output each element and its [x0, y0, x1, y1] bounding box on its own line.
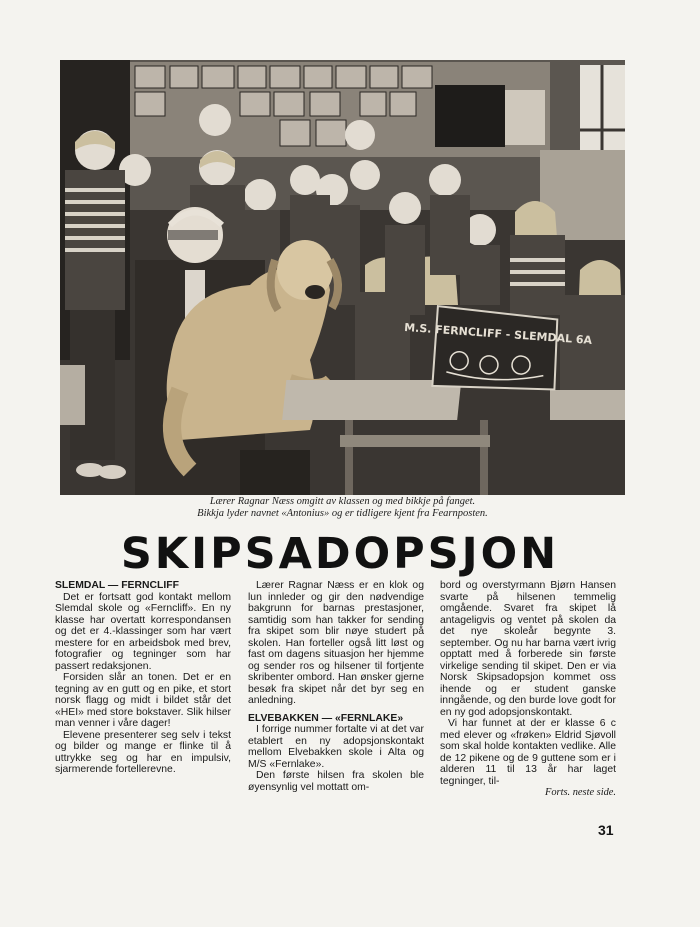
article-paragraph: I forrige nummer fortalte vi at det var etablert en ny adopsjonskontakt mellom Elvebakken skole i Alta og M/S «Fernlake».	[248, 724, 424, 770]
class-photo	[60, 60, 625, 495]
pennant-label: M.S. FERNCLIFF - SLEMDAL 6A	[403, 320, 593, 347]
article-paragraph: Den første hilsen fra skolen ble øyensynlig vel mottatt om-	[248, 770, 424, 793]
article-column-1	[55, 580, 231, 776]
article-paragraph: Vi har funnet at der er klasse 6 c med elever og «frøken» Eldrid Sjøvoll som skal holde kontakten vedlike. Alle de 12 pikene og de 9 guttene som er i alderen 11 til 13 år har laget tegninger, til-	[440, 718, 616, 787]
page-number: 31	[598, 822, 614, 838]
section-heading-elvebakken: ELVEBAKKEN — «FERNLAKE»	[248, 712, 404, 724]
article-paragraph: Det er fortsatt god kontakt mellom Slemdal skole og «Ferncliff». En ny klasse har overtatt korrespondansen og det er 4.-klassinger som har vært mestere for en arbeidsbok med brev, fotografier og tegninger som har passert redaksjonen.	[55, 591, 231, 672]
continued-note: Forts. neste side.	[545, 787, 616, 798]
section-heading-slemdal: SLEMDAL — FERNCLIFF	[55, 580, 179, 591]
photo-caption	[60, 496, 625, 520]
article-paragraph: Lærer Ragnar Næss er en klok og lun innleder og gir den nødvendige bakgrunn for barnas prestasjoner, samtidig som han takker for sending fra skipet som blir nøye studert på skolen. Han forteller også litt løst og fast om dagens situasjon her hjemme og sender ros og hilsener til fortjente skribenter ombord. Han ønsker gjerne besøk fra skipet når det byr seg en anledning.	[248, 580, 424, 706]
article-paragraph: bord og overstyrmann Bjørn Hansen svarte på hilsenen temmelig omgående. Svaret fra skipet lå antageligvis og ventet på skolen da det nye skoleår begynte 3. september. Og nu har barna vært ivrig opptatt med å forberede sin første virkelige sending til skipet. Den er via Norsk Skipsadopsjon kommet oss ihende og er student ganske inngående, og den burde love godt for en ny god adopsjonskontakt.	[440, 580, 616, 718]
article-column-2	[248, 580, 424, 793]
caption-line-2: Bikkja lyder navnet «Antonius» og er tidligere kjent fra Fearnposten.	[197, 508, 488, 519]
article-paragraph: Forsiden slår an tonen. Det er en tegning av en gutt og en pike, et stort norsk flagg og midt i bildet står det «HEI» med store bokstaver. Slik hilser man venner i våre dager!	[55, 672, 231, 729]
class-photo-image	[60, 60, 625, 495]
article-paragraph: Elevene presenterer seg selv i tekst og bilder og mange er flinke til å uttrykke seg og har en impulsiv, sjarmerende fortellerevne.	[55, 729, 231, 775]
article-column-3	[440, 580, 616, 799]
page-title: SKIPSADOPSJON	[120, 529, 560, 579]
caption-line-1: Lærer Ragnar Næss omgitt av klassen og med bikkje på fanget.	[209, 496, 476, 507]
